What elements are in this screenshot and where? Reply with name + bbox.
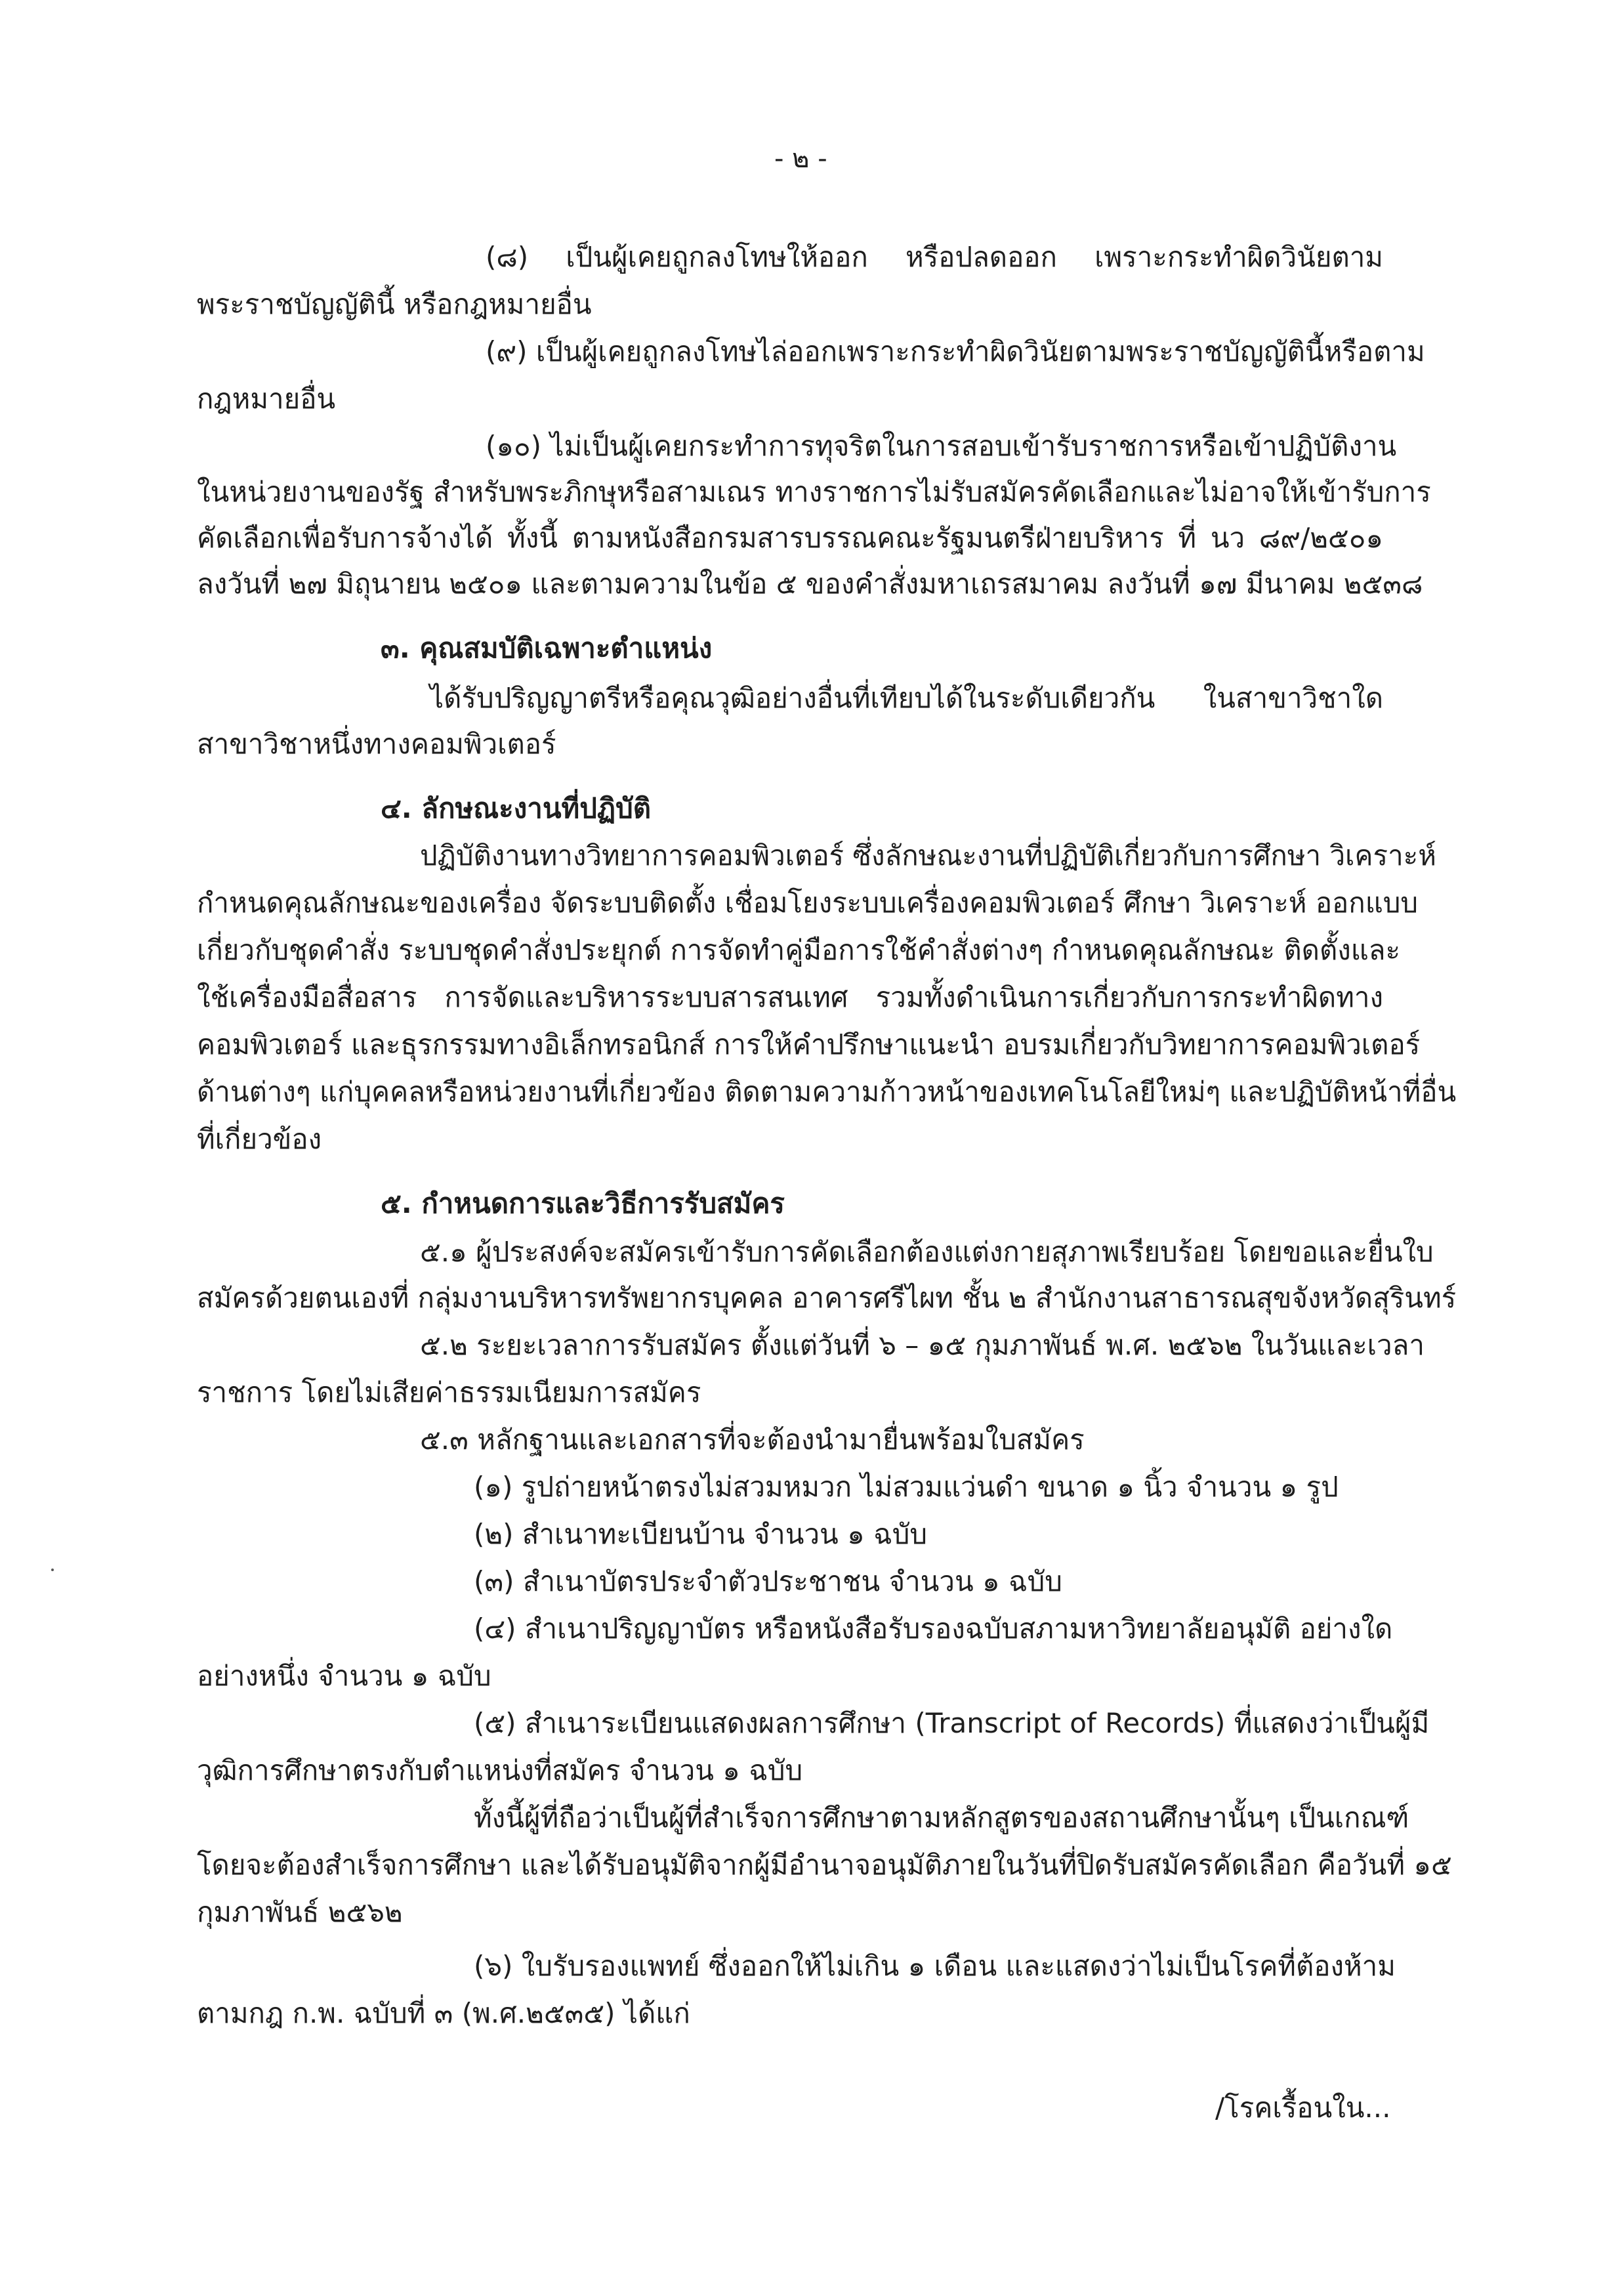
note-line-1: ทั้งนี้ผู้ที่ถือว่าเป็นผู้ที่สำเร็จการศึกษาตามหลักสูตรของสถานศึกษานั้นๆ เป็นเกณฑ์ [474, 1802, 1409, 1834]
list-item-10-line-2: ในหน่วยงานของรัฐ สำหรับพระภิกษุหรือสามเณร ทางราชการไม่รับสมัครคัดเลือกและไม่อาจให้เข้ารับการ [197, 476, 1431, 508]
section-4-text-line-1: ปฏิบัติงานทางวิทยาการคอมพิวเตอร์ ซึ่งลักษณะงานที่ปฏิบัติเกี่ยวกับการศึกษา วิเคราะห์ [420, 839, 1436, 872]
continuation-marker: /โรคเรื้อนใน... [1215, 2092, 1391, 2124]
section-3-text-line-2: สาขาวิชาหนึ่งทางคอมพิวเตอร์ [197, 728, 556, 760]
doc-item-5-line-1: (๕) สำเนาระเบียนแสดงผลการศึกษา (Transcript of Records) ที่แสดงว่าเป็นผู้มี [474, 1707, 1430, 1739]
doc-item-3: (๓) สำเนาบัตรประจำตัวประชาชน จำนวน ๑ ฉบับ [474, 1565, 1062, 1597]
section-4-text-line-2: กำหนดคุณลักษณะของเครื่อง จัดระบบติดตั้ง เชื่อมโยงระบบเครื่องคอมพิวเตอร์ ศึกษา วิเคราะห์ ออกแบบ [197, 887, 1419, 919]
section-4-heading: ๔. ลักษณะงานที่ปฏิบัติ [381, 792, 652, 824]
section-4-text-line-5: คอมพิวเตอร์ และธุรกรรมทางอิเล็กทรอนิกส์ การให้คำปรึกษาแนะนำ อบรมเกี่ยวกับวิทยาการคอมพิวเตอร์ [197, 1028, 1421, 1061]
doc-item-2: (๒) สำเนาทะเบียนบ้าน จำนวน ๑ ฉบับ [474, 1518, 928, 1550]
list-item-8-line-1: (๘) เป็นผู้เคยถูกลงโทษให้ออก หรือปลดออก เพราะกระทำผิดวินัยตาม [486, 241, 1383, 273]
section-5-1-line-2: สมัครด้วยตนเองที่ กลุ่มงานบริหารทรัพยากรบุคคล อาคารศรีไผท ชั้น ๒ สำนักงานสาธารณสุขจังหวัดสุรินทร์ [197, 1282, 1457, 1314]
list-item-10-line-4: ลงวันที่ ๒๗ มิถุนายน ๒๕๐๑ และตามความในข้อ ๕ ของคำสั่งมหาเถรสมาคม ลงวันที่ ๑๗ มีนาคม ๒๕๓๘ [197, 568, 1423, 600]
doc-item-6-line-1: (๖) ใบรับรองแพทย์ ซึ่งออกให้ไม่เกิน ๑ เดือน และแสดงว่าไม่เป็นโรคที่ต้องห้าม [474, 1950, 1396, 1982]
section-3-text-line-1: ได้รับปริญญาตรีหรือคุณวุฒิอย่างอื่นที่เทียบได้ในระดับเดียวกัน ในสาขาวิชาใด [430, 682, 1383, 714]
doc-item-6-line-2: ตามกฎ ก.พ. ฉบับที่ ๓ (พ.ศ.๒๕๓๕) ได้แก่ [197, 1997, 690, 2029]
scan-speck [51, 1569, 54, 1571]
list-item-9-line-2: กฎหมายอื่น [197, 383, 336, 415]
section-5-1-line-1: ๕.๑ ผู้ประสงค์จะสมัครเข้ารับการคัดเลือกต้องแต่งกายสุภาพเรียบร้อย โดยขอและยื่นใบ [420, 1236, 1434, 1268]
list-item-9-line-1: (๙) เป็นผู้เคยถูกลงโทษไล่ออกเพราะกระทำผิดวินัยตามพระราชบัญญัตินี้หรือตาม [486, 335, 1425, 368]
section-5-2-line-2: ราชการ โดยไม่เสียค่าธรรมเนียมการสมัคร [197, 1376, 701, 1408]
doc-item-1: (๑) รูปถ่ายหน้าตรงไม่สวมหมวก ไม่สวมแว่นดำ ขนาด ๑ นิ้ว จำนวน ๑ รูป [474, 1471, 1339, 1503]
section-5-heading: ๕. กำหนดการและวิธีการรับสมัคร [381, 1187, 785, 1219]
doc-item-4-line-1: (๔) สำเนาปริญญาบัตร หรือหนังสือรับรองฉบับสภามหาวิทยาลัยอนุมัติ อย่างใด [474, 1612, 1393, 1645]
section-4-text-line-7: ที่เกี่ยวข้อง [197, 1123, 322, 1155]
doc-item-5-line-2: วุฒิการศึกษาตรงกับตำแหน่งที่สมัคร จำนวน ๑ ฉบับ [197, 1754, 803, 1786]
section-5-2-line-1: ๕.๒ ระยะเวลาการรับสมัคร ตั้งแต่วันที่ ๖ – ๑๕ กุมภาพันธ์ พ.ศ. ๒๕๖๒ ในวันและเวลา [420, 1329, 1425, 1361]
list-item-10-line-3: คัดเลือกเพื่อรับการจ้างได้ ทั้งนี้ ตามหนังสือกรมสารบรรณคณะรัฐมนตรีฝ่ายบริหาร ที่ นว ๘๙/๒๕๐๑ [197, 522, 1383, 554]
list-item-10-line-1: (๑๐) ไม่เป็นผู้เคยกระทำการทุจริตในการสอบเข้ารับราชการหรือเข้าปฏิบัติงาน [486, 430, 1397, 462]
page-number: - ๒ - [774, 144, 827, 174]
doc-item-4-line-2: อย่างหนึ่ง จำนวน ๑ ฉบับ [197, 1660, 491, 1692]
section-4-text-line-4: ใช้เครื่องมือสื่อสาร การจัดและบริหารระบบสารสนเทศ รวมทั้งดำเนินการเกี่ยวกับการกระทำผิดทาง [197, 981, 1383, 1013]
note-line-2: โดยจะต้องสำเร็จการศึกษา และได้รับอนุมัติจากผู้มีอำนาจอนุมัติภายในวันที่ปิดรับสมัครคัดเลือก คือวันที่ ๑๕ [197, 1849, 1452, 1881]
section-4-text-line-3: เกี่ยวกับชุดคำสั่ง ระบบชุดคำสั่งประยุกต์ การจัดทำคู่มือการใช้คำสั่งต่างๆ กำหนดคุณลักษณะ ติดตั้งและ [197, 934, 1401, 966]
section-5-3-heading: ๕.๓ หลักฐานและเอกสารที่จะต้องนำมายื่นพร้อมใบสมัคร [420, 1423, 1085, 1456]
section-3-heading: ๓. คุณสมบัติเฉพาะตำแหน่ง [381, 632, 713, 664]
section-4-text-line-6: ด้านต่างๆ แก่บุคคลหรือหน่วยงานที่เกี่ยวข้อง ติดตามความก้าวหน้าของเทคโนโลยีใหม่ๆ และปฏิบัติหน้าที่อื่น [197, 1076, 1457, 1108]
list-item-8-line-2: พระราชบัญญัตินี้ หรือกฎหมายอื่น [197, 288, 592, 320]
note-line-3: กุมภาพันธ์ ๒๕๖๒ [197, 1896, 403, 1928]
